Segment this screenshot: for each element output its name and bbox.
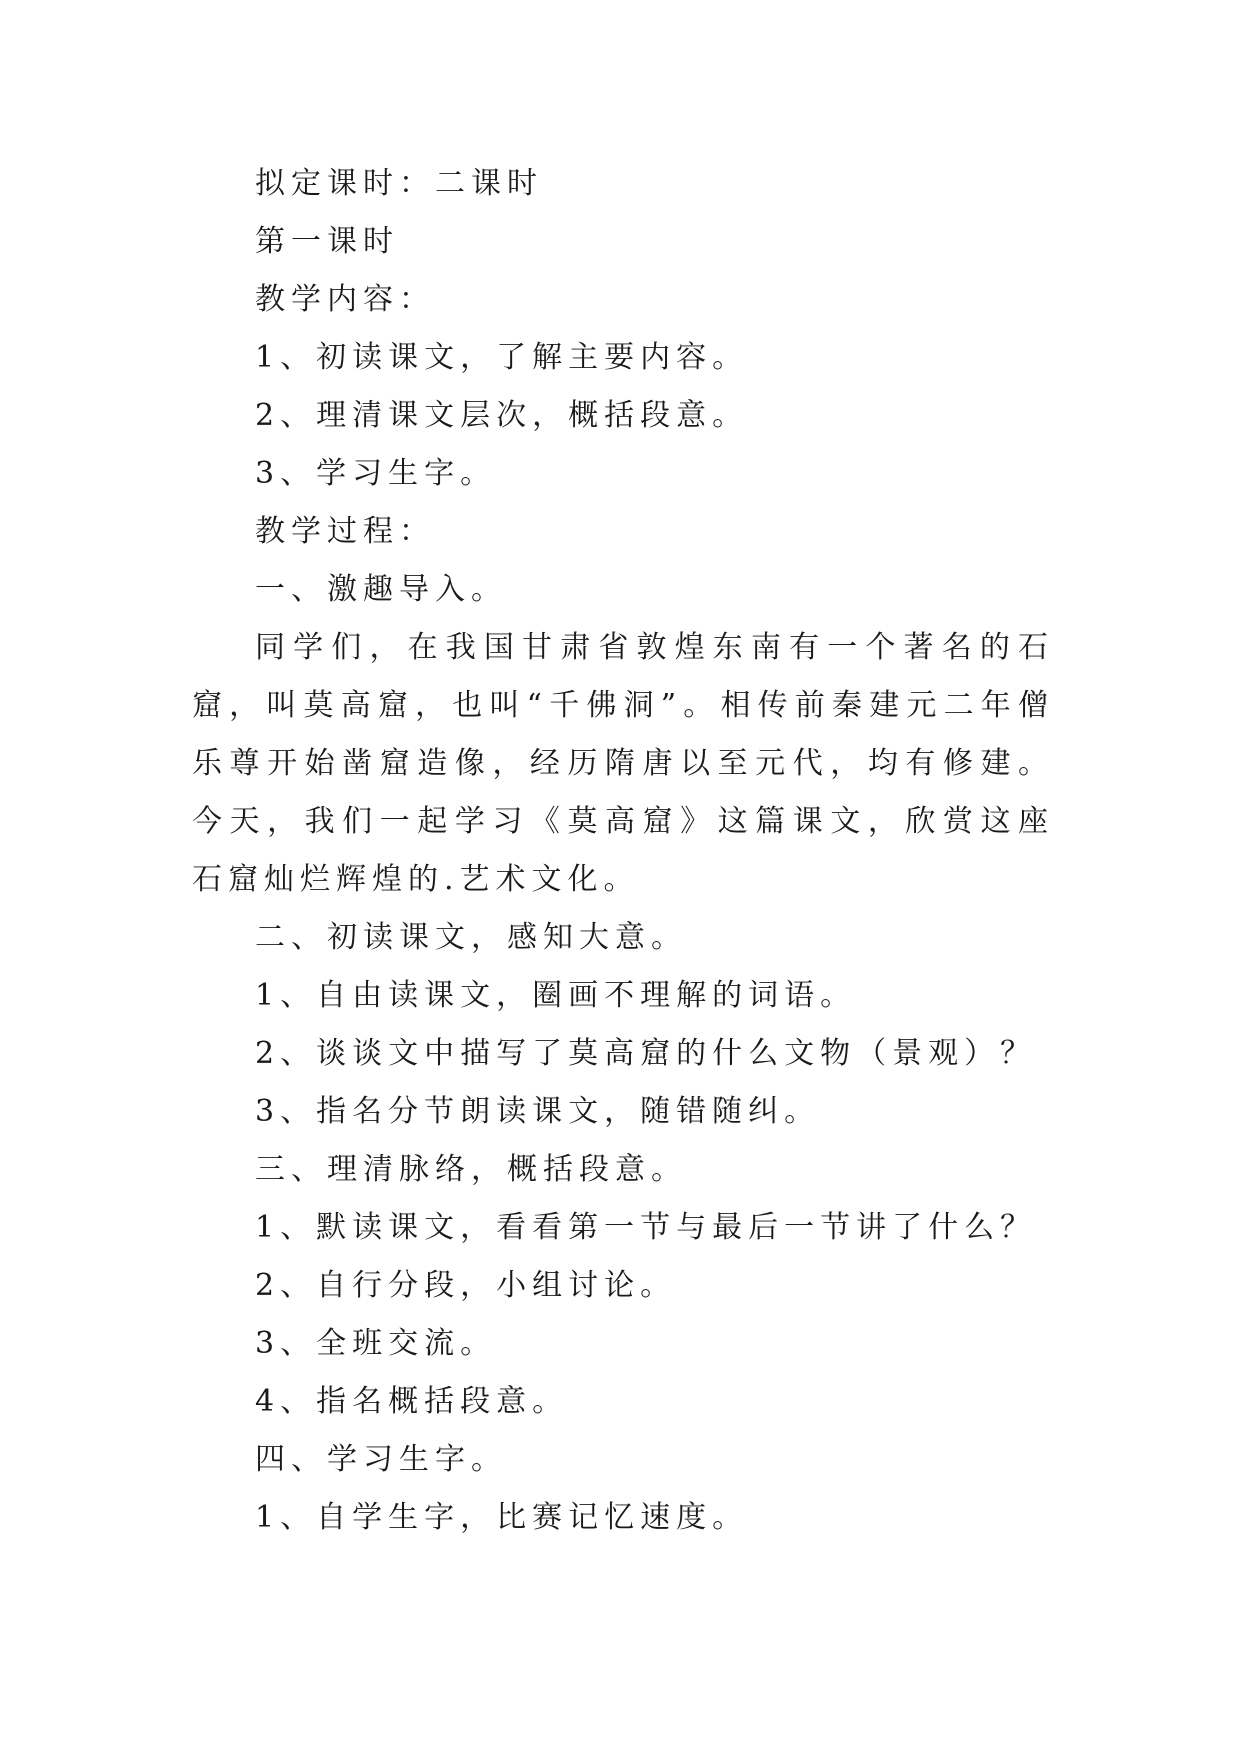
content-item: 1、初读课文，了解主要内容。 [255,340,749,375]
section-heading: 四、学习生字。 [255,1442,507,1477]
step-item: 1、默读课文，看看第一节与最后一节讲了什么？ [255,1210,1037,1245]
step-item: 1、自学生字，比赛记忆速度。 [255,1500,749,1535]
document-body [192,155,1054,1547]
first-lesson-heading: 第一课时 [255,224,399,259]
lesson-hours: 拟定课时：二课时 [255,166,543,201]
section-heading: 二、初读课文，感知大意。 [255,920,687,955]
step-item: 3、指名分节朗读课文，随错随纠。 [255,1094,821,1129]
step-item: 4、指名概括段意。 [255,1384,569,1419]
intro-paragraph: 同学们，在我国甘肃省敦煌东南有一个著名的石窟，叫莫高窟，也叫“千佛洞”。相传前秦建元二年僧乐尊开始凿窟造像，经历隋唐以至元代，均有修建。今天，我们一起学习《莫高窟》这篇课文，欣赏这座石窟灿烂辉煌的.艺术文化。 [192,630,1054,897]
teaching-process-heading: 教学过程： [255,514,435,549]
section-heading: 一、激趣导入。 [255,572,507,607]
step-item: 2、谈谈文中描写了莫高窟的什么文物（景观）？ [255,1036,1037,1071]
content-item: 3、学习生字。 [255,456,497,491]
teaching-content-heading: 教学内容： [255,282,435,317]
step-item: 3、全班交流。 [255,1326,497,1361]
section-heading: 三、理清脉络，概括段意。 [255,1152,687,1187]
step-item: 1、自由读课文，圈画不理解的词语。 [255,978,857,1013]
content-item: 2、理清课文层次，概括段意。 [255,398,749,433]
step-item: 2、自行分段，小组讨论。 [255,1268,677,1303]
